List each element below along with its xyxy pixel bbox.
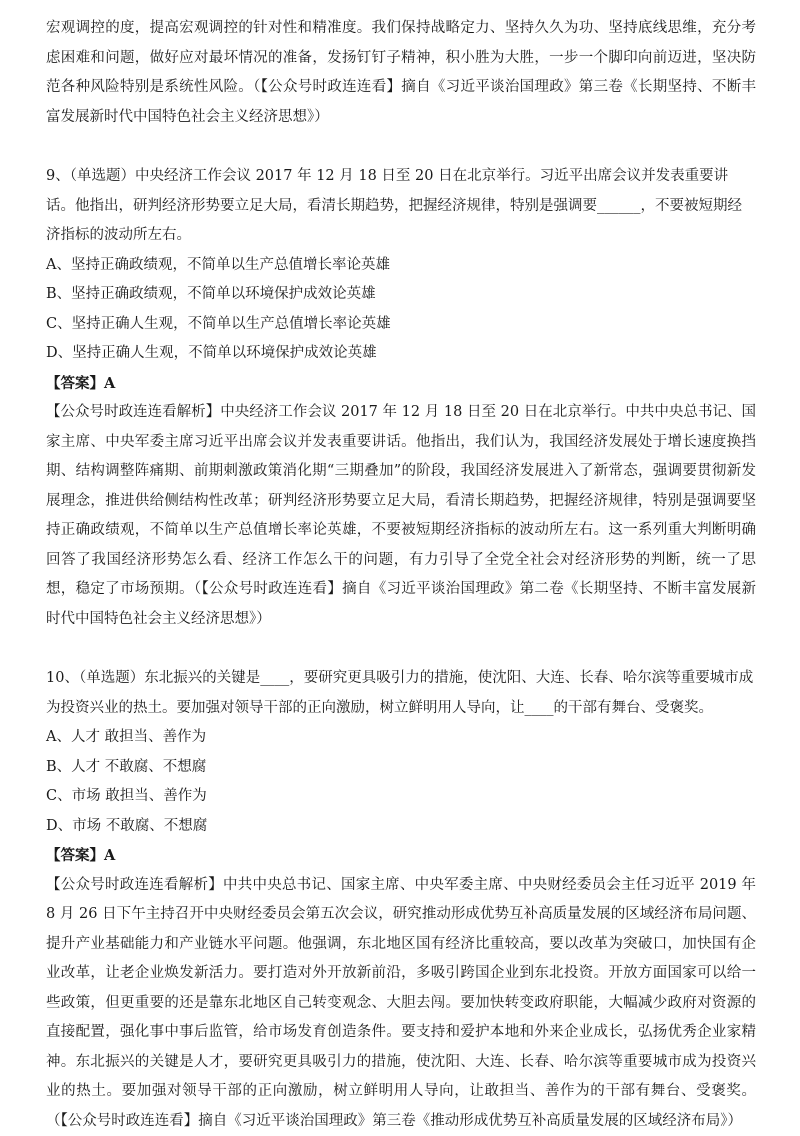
question-9 — [46, 162, 756, 634]
question-10-option-d: D、市场 不敢腐、不想腐 — [46, 812, 756, 842]
document-page — [46, 14, 756, 1136]
question-10 — [46, 664, 756, 1136]
question-10-option-c: C、市场 敢担当、善作为 — [46, 782, 756, 812]
question-10-answer: 【答案】A — [46, 841, 756, 871]
question-9-option-d: D、坚持正确人生观，不简单以环境保护成效论英雄 — [46, 339, 756, 369]
question-9-analysis: 【公众号时政连连看解析】中央经济工作会议 2017 年 12 月 18 日至 20 日在北京举行。中共中央总书记、国家主席、中央军委主席习近平出席会议并发表重要讲话。他指出，我们认为，我国经济发展处于增长速度换挡期、结构调整阵痛期、前期刺激政策消化期“三期叠加”的阶段，我国经济发展进入了新常态，强调要贯彻新发展理念，推进供给侧结构性改革；研判经济形势要立足大局，看清长期趋势，把握经济规律，特别是强调要坚持正确政绩观，不简单以生产总值增长率论英雄，不要被短期经济指标的波动所左右。这一系列重大判断明确回答了我国经济形势怎么看、经济工作怎么干的问题，有力引导了全党全社会对经济形势的判断，统一了思想，稳定了市场预期。（【公众号时政连连看】摘自《习近平谈治国理政》第二卷《长期坚持、不断丰富发展新时代中国特色社会主义经济思想》） — [46, 398, 756, 634]
question-9-option-b: B、坚持正确政绩观，不简单以环境保护成效论英雄 — [46, 280, 756, 310]
question-9-option-a: A、坚持正确政绩观，不简单以生产总值增长率论英雄 — [46, 251, 756, 281]
question-10-option-a: A、人才 敢担当、善作为 — [46, 723, 756, 753]
question-10-stem: 10、（单选题）东北振兴的关键是____，要研究更具吸引力的措施，使沈阳、大连、长春、哈尔滨等重要城市成为投资兴业的热土。要加强对领导干部的正向激励，树立鲜明用人导向，让____的干部有舞台、受褒奖。 — [46, 664, 756, 723]
intro-paragraph: 宏观调控的度，提高宏观调控的针对性和精准度。我们保持战略定力、坚持久久为功、坚持底线思维，充分考虑困难和问题，做好应对最坏情况的准备，发扬钉钉子精神，积小胜为大胜，一步一个脚印向前迈进，坚决防范各种风险特别是系统性风险。（【公众号时政连连看】摘自《习近平谈治国理政》第三卷《长期坚持、不断丰富发展新时代中国特色社会主义经济思想》） — [46, 14, 756, 132]
section-spacer — [46, 634, 756, 664]
section-spacer — [46, 132, 756, 162]
question-10-analysis: 【公众号时政连连看解析】中共中央总书记、国家主席、中央军委主席、中央财经委员会主任习近平 2019 年 8 月 26 日下午主持召开中央财经委员会第五次会议，研究推动形成优势互补高质量发展的区域经济布局问题、提升产业基础能力和产业链水平问题。他强调，东北地区国有经济比重较高，要以改革为突破口，加快国有企业改革，让老企业焕发新活力。要打造对外开放新前沿，多吸引跨国企业到东北投资。开放方面国家可以给一些政策，但更重要的还是靠东北地区自己转变观念、大胆去闯。要加快转变政府职能，大幅减少政府对资源的直接配置，强化事中事后监管，给市场发育创造条件。要支持和爱护本地和外来企业成长，弘扬优秀企业家精神。东北振兴的关键是人才，要研究更具吸引力的措施，使沈阳、大连、长春、哈尔滨等重要城市成为投资兴业的热土。要加强对领导干部的正向激励，树立鲜明用人导向，让敢担当、善作为的干部有舞台、受褒奖。（【公众号时政连连看】摘自《习近平谈治国理政》第三卷《推动形成优势互补高质量发展的区域经济布局》） — [46, 871, 756, 1136]
question-9-answer: 【答案】A — [46, 369, 756, 399]
question-10-option-b: B、人才 不敢腐、不想腐 — [46, 753, 756, 783]
question-9-option-c: C、坚持正确人生观，不简单以生产总值增长率论英雄 — [46, 310, 756, 340]
question-9-stem: 9、（单选题）中央经济工作会议 2017 年 12 月 18 日至 20 日在北京举行。习近平出席会议并发表重要讲话。他指出，研判经济形势要立足大局，看清长期趋势，把握经济规律，特别是强调要______，不要被短期经济指标的波动所左右。 — [46, 162, 756, 251]
